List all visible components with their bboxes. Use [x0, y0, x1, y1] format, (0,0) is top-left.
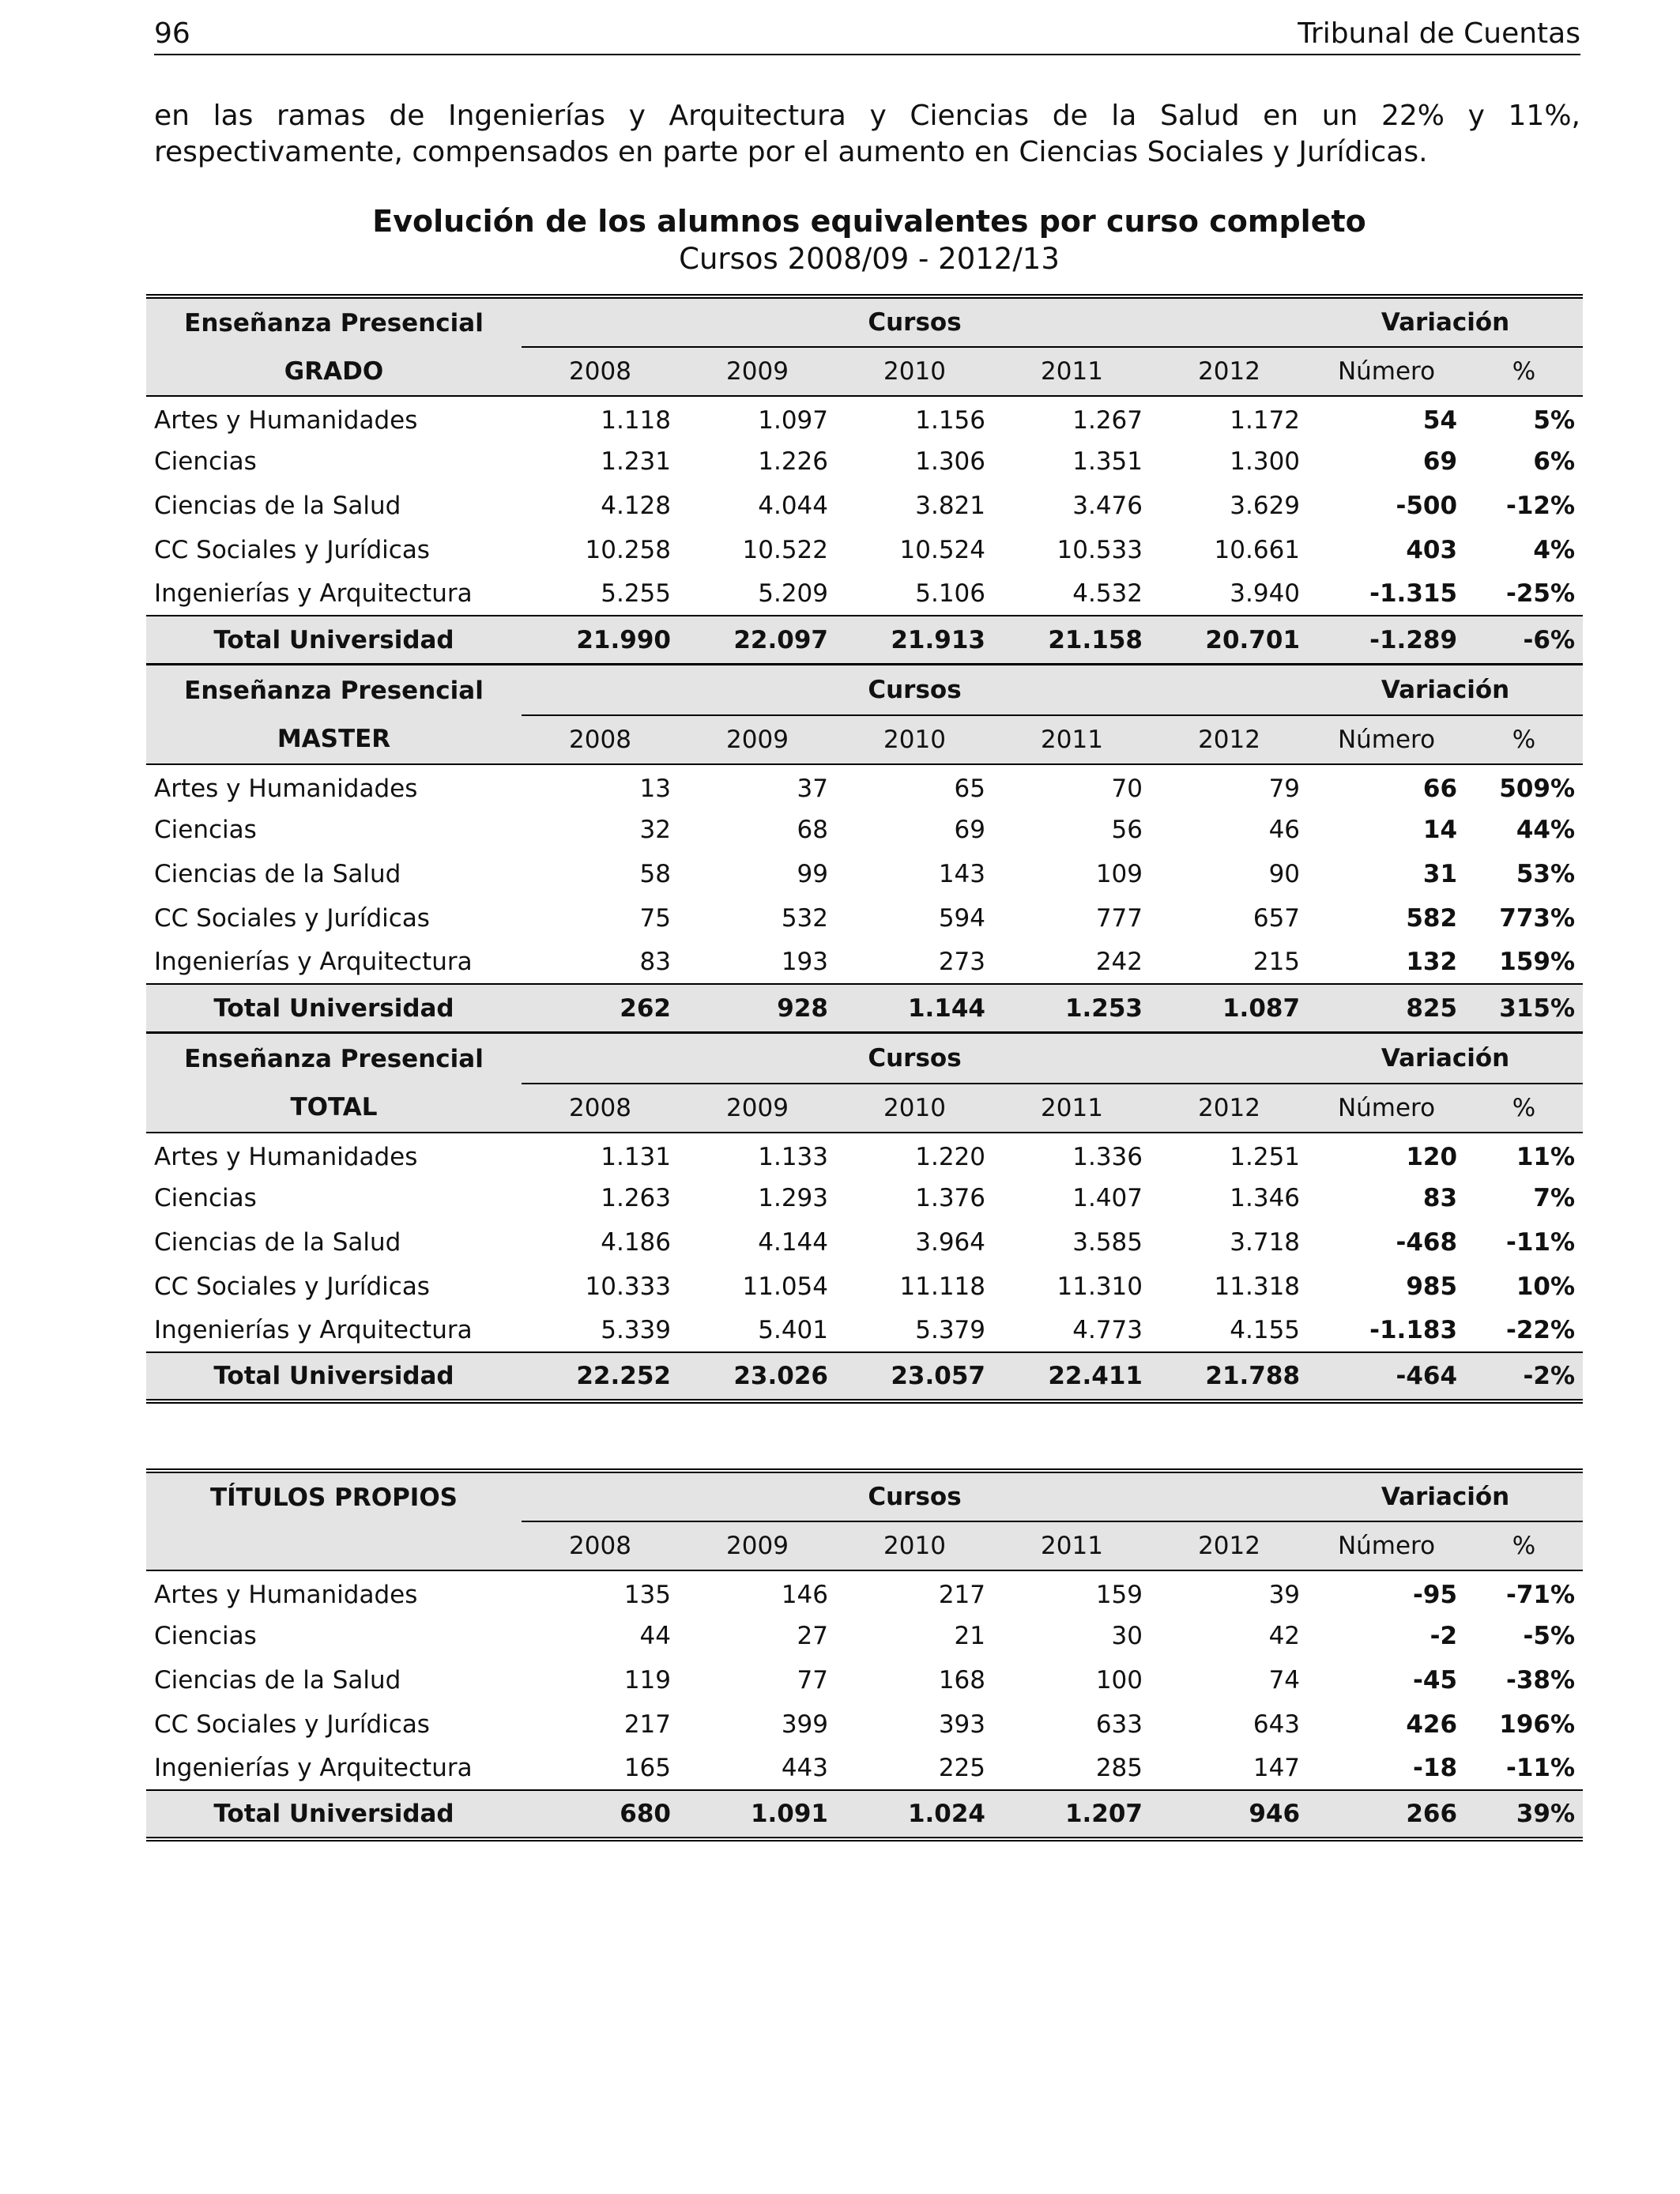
total-row	[146, 984, 1583, 1033]
section-label: TÍTULOS PROPIOS	[146, 1471, 522, 1521]
year-value: 30	[1111, 1622, 1143, 1651]
variation-pct: -12%	[1505, 491, 1576, 520]
year-value: 777	[1095, 903, 1143, 933]
year-header: 2011	[993, 347, 1151, 396]
year-value: 3.940	[1230, 579, 1301, 608]
table-row	[146, 1702, 1583, 1747]
section-type-label: MASTER	[146, 715, 522, 764]
year-value: 1.220	[915, 1143, 985, 1172]
year-value: 77	[797, 1665, 828, 1695]
year-value: 99	[797, 859, 828, 888]
year-header: 2008	[522, 1084, 679, 1133]
year-value: 1.231	[601, 447, 671, 477]
variation-pct: 53%	[1516, 859, 1576, 888]
variation-pct: 773%	[1499, 903, 1576, 933]
cursos-header: Cursos	[522, 1033, 1308, 1084]
year-value: 109	[1095, 859, 1143, 888]
table-row	[146, 571, 1583, 616]
year-value: 159	[1095, 1581, 1143, 1610]
variation-pct: 10%	[1516, 1272, 1576, 1301]
header-entity: Tribunal de Cuentas	[1298, 17, 1580, 50]
row-label: Artes y Humanidades	[154, 406, 418, 435]
variation-number: -45	[1413, 1665, 1458, 1695]
table-row	[146, 1133, 1583, 1177]
intro-line: en las ramas de Ingenierías y Arquitectura y Ciencias de la Salud en un 22% y 11%,	[154, 100, 1580, 132]
year-value: 1.346	[1230, 1184, 1301, 1213]
year-value: 3.718	[1230, 1227, 1301, 1257]
year-header: 2008	[522, 347, 679, 396]
year-value: 90	[1268, 859, 1301, 888]
row-label: Artes y Humanidades	[154, 1143, 418, 1172]
variation-pct: -38%	[1505, 1665, 1576, 1695]
table-row	[146, 896, 1583, 941]
year-header: 2011	[993, 1084, 1151, 1133]
year-value: 10.661	[1214, 535, 1301, 564]
year-value: 1.131	[601, 1143, 671, 1172]
table-subtitle: Cursos 2008/09 - 2012/13	[679, 242, 1060, 276]
variation-pct: -25%	[1505, 579, 1576, 608]
year-value: 10.524	[899, 535, 985, 564]
year-value: 1.226	[758, 447, 828, 477]
cursos-header: Cursos	[522, 296, 1308, 347]
year-header: 2012	[1151, 715, 1308, 764]
year-value: 44	[639, 1622, 671, 1651]
table-title: Evolución de los alumnos equivalentes por curso completo	[372, 204, 1366, 239]
year-value: 100	[1095, 1665, 1143, 1695]
total-value: 1.253	[993, 984, 1151, 1033]
year-value: 39	[1268, 1581, 1301, 1610]
year-value: 1.172	[1230, 406, 1301, 435]
year-header-row	[146, 1084, 1583, 1133]
alumnos-table	[146, 294, 1583, 1404]
row-label: Ciencias	[154, 816, 257, 845]
pct-header: %	[1465, 1521, 1583, 1570]
row-label: Ciencias	[154, 1184, 257, 1213]
section-header-row	[146, 665, 1583, 715]
year-value: 10.533	[1057, 535, 1143, 564]
total-value: 21.913	[836, 616, 993, 665]
year-value: 165	[623, 1753, 671, 1782]
year-header: 2009	[679, 347, 836, 396]
table-row	[146, 440, 1583, 484]
variation-number: -1.183	[1369, 1315, 1458, 1344]
year-value: 4.532	[1072, 579, 1143, 608]
year-value: 11.118	[899, 1272, 985, 1301]
variation-number: -1.315	[1369, 579, 1458, 608]
total-value: 23.026	[679, 1352, 836, 1401]
variation-number: 985	[1406, 1272, 1458, 1301]
section-header-row	[146, 1471, 1583, 1521]
numero-header: Número	[1308, 1084, 1465, 1133]
total-value: 1.087	[1151, 984, 1308, 1033]
total-value: 1.144	[836, 984, 993, 1033]
total-label: Total Universidad	[146, 1352, 522, 1401]
numero-header: Número	[1308, 1521, 1465, 1570]
total-variation-number: 825	[1308, 984, 1465, 1033]
year-value: 83	[639, 947, 671, 976]
year-header: 2008	[522, 715, 679, 764]
variation-pct: 44%	[1516, 816, 1576, 845]
year-value: 70	[1111, 775, 1143, 804]
year-value: 1.306	[915, 447, 985, 477]
year-value: 215	[1252, 947, 1301, 976]
total-value: 1.091	[679, 1790, 836, 1839]
year-value: 4.144	[758, 1227, 828, 1257]
section-type-label	[146, 1521, 522, 1570]
row-label: Ingenierías y Arquitectura	[154, 579, 473, 608]
year-value: 10.333	[585, 1272, 671, 1301]
year-value: 4.773	[1072, 1315, 1143, 1344]
year-value: 393	[938, 1710, 985, 1739]
year-value: 5.209	[758, 579, 828, 608]
intro-line: respectivamente, compensados en parte por el aumento en Ciencias Sociales y Jurídicas.	[154, 136, 1428, 168]
row-label: Ingenierías y Arquitectura	[154, 947, 473, 976]
year-value: 1.263	[601, 1184, 671, 1213]
total-value: 22.411	[993, 1352, 1151, 1401]
total-label: Total Universidad	[146, 984, 522, 1033]
variation-number: 54	[1422, 406, 1458, 435]
year-value: 3.629	[1230, 491, 1301, 520]
row-label: Ciencias	[154, 1622, 257, 1651]
total-value: 928	[679, 984, 836, 1033]
year-value: 5.401	[758, 1315, 828, 1344]
total-variation-number: -1.289	[1308, 616, 1465, 665]
year-value: 1.336	[1072, 1143, 1143, 1172]
year-value: 443	[781, 1753, 828, 1782]
total-value: 262	[522, 984, 679, 1033]
row-label: Ingenierías y Arquitectura	[154, 1753, 473, 1782]
table-row	[146, 1615, 1583, 1659]
total-value: 23.057	[836, 1352, 993, 1401]
year-header: 2010	[836, 1521, 993, 1570]
row-label: Ciencias de la Salud	[154, 859, 401, 888]
variation-number: 83	[1422, 1184, 1458, 1213]
year-value: 32	[639, 816, 671, 845]
total-variation-pct: 39%	[1465, 1790, 1583, 1839]
total-value: 21.990	[522, 616, 679, 665]
year-value: 217	[938, 1581, 985, 1610]
year-value: 3.585	[1072, 1227, 1143, 1257]
page-header	[154, 14, 1580, 55]
total-variation-number: 266	[1308, 1790, 1465, 1839]
year-value: 5.255	[601, 579, 671, 608]
variation-number: 66	[1422, 775, 1458, 804]
year-value: 1.118	[601, 406, 671, 435]
variation-pct: 509%	[1499, 775, 1576, 804]
row-label: CC Sociales y Jurídicas	[154, 903, 430, 933]
year-value: 27	[797, 1622, 828, 1651]
year-value: 532	[781, 903, 828, 933]
row-label: Artes y Humanidades	[154, 1581, 418, 1610]
year-value: 4.128	[601, 491, 671, 520]
year-header: 2012	[1151, 1084, 1308, 1133]
variation-pct: 11%	[1516, 1143, 1576, 1172]
table-row	[146, 1658, 1583, 1702]
total-variation-pct: -6%	[1465, 616, 1583, 665]
variacion-header: Variación	[1308, 665, 1583, 715]
section-label: Enseñanza Presencial	[146, 1033, 522, 1084]
table-row	[146, 1570, 1583, 1615]
numero-header: Número	[1308, 347, 1465, 396]
table-row	[146, 1220, 1583, 1265]
year-value: 285	[1095, 1753, 1143, 1782]
year-value: 68	[797, 816, 828, 845]
variation-pct: -71%	[1505, 1581, 1576, 1610]
section-header-row	[146, 1033, 1583, 1084]
year-header-row	[146, 1521, 1583, 1570]
variacion-header: Variación	[1308, 296, 1583, 347]
pct-header: %	[1465, 1084, 1583, 1133]
table-row	[146, 1746, 1583, 1790]
table-row	[146, 396, 1583, 440]
table-row	[146, 528, 1583, 572]
year-value: 143	[938, 859, 985, 888]
row-label: CC Sociales y Jurídicas	[154, 1272, 430, 1301]
year-header: 2009	[679, 1521, 836, 1570]
variation-number: 426	[1406, 1710, 1458, 1739]
year-header: 2012	[1151, 1521, 1308, 1570]
year-value: 21	[954, 1622, 985, 1651]
year-value: 273	[938, 947, 985, 976]
year-value: 1.300	[1230, 447, 1301, 477]
total-label: Total Universidad	[146, 616, 522, 665]
year-header-row	[146, 715, 1583, 764]
table-row	[146, 809, 1583, 853]
total-value: 1.024	[836, 1790, 993, 1839]
year-value: 242	[1095, 947, 1143, 976]
total-value: 21.158	[993, 616, 1151, 665]
year-value: 1.293	[758, 1184, 828, 1213]
variation-pct: 159%	[1499, 947, 1576, 976]
total-value: 946	[1151, 1790, 1308, 1839]
year-value: 3.821	[915, 491, 985, 520]
table-row	[146, 852, 1583, 896]
variation-pct: 4%	[1533, 535, 1576, 564]
year-value: 10.522	[742, 535, 828, 564]
year-value: 168	[938, 1665, 985, 1695]
year-value: 4.044	[758, 491, 828, 520]
row-label: Ingenierías y Arquitectura	[154, 1315, 473, 1344]
total-label: Total Universidad	[146, 1790, 522, 1839]
total-value: 1.207	[993, 1790, 1151, 1839]
year-value: 46	[1268, 816, 1301, 845]
table-row	[146, 1308, 1583, 1352]
year-header: 2011	[993, 1521, 1151, 1570]
year-value: 79	[1268, 775, 1301, 804]
year-value: 146	[781, 1581, 828, 1610]
year-header: 2011	[993, 715, 1151, 764]
year-value: 4.155	[1230, 1315, 1301, 1344]
year-value: 5.106	[915, 579, 985, 608]
row-label: Ciencias de la Salud	[154, 491, 401, 520]
total-value: 20.701	[1151, 616, 1308, 665]
row-label: Artes y Humanidades	[154, 775, 418, 804]
year-value: 11.318	[1214, 1272, 1301, 1301]
year-header-row	[146, 347, 1583, 396]
variation-number: -18	[1413, 1753, 1458, 1782]
year-value: 11.054	[742, 1272, 828, 1301]
year-value: 1.267	[1072, 406, 1143, 435]
year-header: 2008	[522, 1521, 679, 1570]
variacion-header: Variación	[1308, 1471, 1583, 1521]
year-value: 193	[781, 947, 828, 976]
titulos-propios-table	[146, 1468, 1583, 1842]
row-label: Ciencias de la Salud	[154, 1665, 401, 1695]
year-value: 633	[1095, 1710, 1143, 1739]
year-value: 74	[1268, 1665, 1301, 1695]
year-value: 1.251	[1230, 1143, 1301, 1172]
year-header: 2010	[836, 715, 993, 764]
variacion-header: Variación	[1308, 1033, 1583, 1084]
variation-number: -95	[1413, 1581, 1458, 1610]
variation-pct: -5%	[1523, 1622, 1576, 1651]
year-value: 5.339	[601, 1315, 671, 1344]
year-value: 58	[639, 859, 671, 888]
cursos-header: Cursos	[522, 665, 1308, 715]
year-value: 217	[623, 1710, 671, 1739]
year-header: 2009	[679, 1084, 836, 1133]
year-header: 2010	[836, 1084, 993, 1133]
year-value: 135	[623, 1581, 671, 1610]
numero-header: Número	[1308, 715, 1465, 764]
row-label: Ciencias	[154, 447, 257, 477]
year-value: 4.186	[601, 1227, 671, 1257]
total-value: 22.097	[679, 616, 836, 665]
variation-number: 31	[1422, 859, 1458, 888]
year-value: 56	[1111, 816, 1143, 845]
section-header-row	[146, 296, 1583, 347]
year-value: 42	[1268, 1622, 1301, 1651]
year-value: 10.258	[585, 535, 671, 564]
year-value: 3.964	[915, 1227, 985, 1257]
year-value: 13	[639, 775, 671, 804]
total-variation-pct: -2%	[1465, 1352, 1583, 1401]
year-value: 69	[954, 816, 985, 845]
total-row	[146, 1352, 1583, 1401]
year-value: 657	[1252, 903, 1301, 933]
variation-pct: -11%	[1505, 1227, 1576, 1257]
variation-number: 132	[1406, 947, 1458, 976]
table-row	[146, 484, 1583, 528]
year-value: 147	[1252, 1753, 1301, 1782]
year-value: 225	[938, 1753, 985, 1782]
page-number: 96	[154, 17, 190, 50]
total-row	[146, 1790, 1583, 1839]
year-value: 1.156	[915, 406, 985, 435]
row-label: Ciencias de la Salud	[154, 1227, 401, 1257]
variation-pct: 6%	[1533, 447, 1576, 477]
total-value: 22.252	[522, 1352, 679, 1401]
table-row	[146, 764, 1583, 809]
total-variation-number: -464	[1308, 1352, 1465, 1401]
variation-number: 69	[1422, 447, 1458, 477]
pct-header: %	[1465, 715, 1583, 764]
year-value: 75	[639, 903, 671, 933]
year-value: 1.407	[1072, 1184, 1143, 1213]
row-label: CC Sociales y Jurídicas	[154, 535, 430, 564]
variation-number: 582	[1406, 903, 1458, 933]
section-type-label: TOTAL	[146, 1084, 522, 1133]
pct-header: %	[1465, 347, 1583, 396]
total-value: 680	[522, 1790, 679, 1839]
total-row	[146, 616, 1583, 665]
variation-number: -2	[1430, 1622, 1458, 1651]
year-header: 2012	[1151, 347, 1308, 396]
section-label: Enseñanza Presencial	[146, 665, 522, 715]
variation-number: 14	[1422, 816, 1458, 845]
section-label: Enseñanza Presencial	[146, 296, 522, 347]
year-value: 119	[623, 1665, 671, 1695]
year-value: 11.310	[1057, 1272, 1143, 1301]
year-value: 5.379	[915, 1315, 985, 1344]
year-value: 1.133	[758, 1143, 828, 1172]
variation-number: -468	[1396, 1227, 1458, 1257]
year-value: 594	[938, 903, 985, 933]
variation-pct: 7%	[1533, 1184, 1576, 1213]
table-row	[146, 1177, 1583, 1221]
year-value: 37	[797, 775, 828, 804]
variation-number: 403	[1406, 535, 1458, 564]
row-label: CC Sociales y Jurídicas	[154, 1710, 430, 1739]
year-value: 1.351	[1072, 447, 1143, 477]
table-row	[146, 940, 1583, 984]
total-variation-pct: 315%	[1465, 984, 1583, 1033]
variation-pct: 5%	[1533, 406, 1576, 435]
year-header: 2010	[836, 347, 993, 396]
variation-number: 120	[1406, 1143, 1458, 1172]
variation-pct: -22%	[1505, 1315, 1576, 1344]
year-value: 1.097	[758, 406, 828, 435]
year-value: 399	[781, 1710, 828, 1739]
section-type-label: GRADO	[146, 347, 522, 396]
intro-paragraph	[154, 98, 1580, 171]
cursos-header: Cursos	[522, 1471, 1308, 1521]
year-value: 65	[954, 775, 985, 804]
variation-pct: 196%	[1499, 1710, 1576, 1739]
year-value: 3.476	[1072, 491, 1143, 520]
year-value: 1.376	[915, 1184, 985, 1213]
year-value: 643	[1252, 1710, 1301, 1739]
table-row	[146, 1265, 1583, 1309]
variation-number: -500	[1396, 491, 1458, 520]
year-header: 2009	[679, 715, 836, 764]
variation-pct: -11%	[1505, 1753, 1576, 1782]
total-value: 21.788	[1151, 1352, 1308, 1401]
